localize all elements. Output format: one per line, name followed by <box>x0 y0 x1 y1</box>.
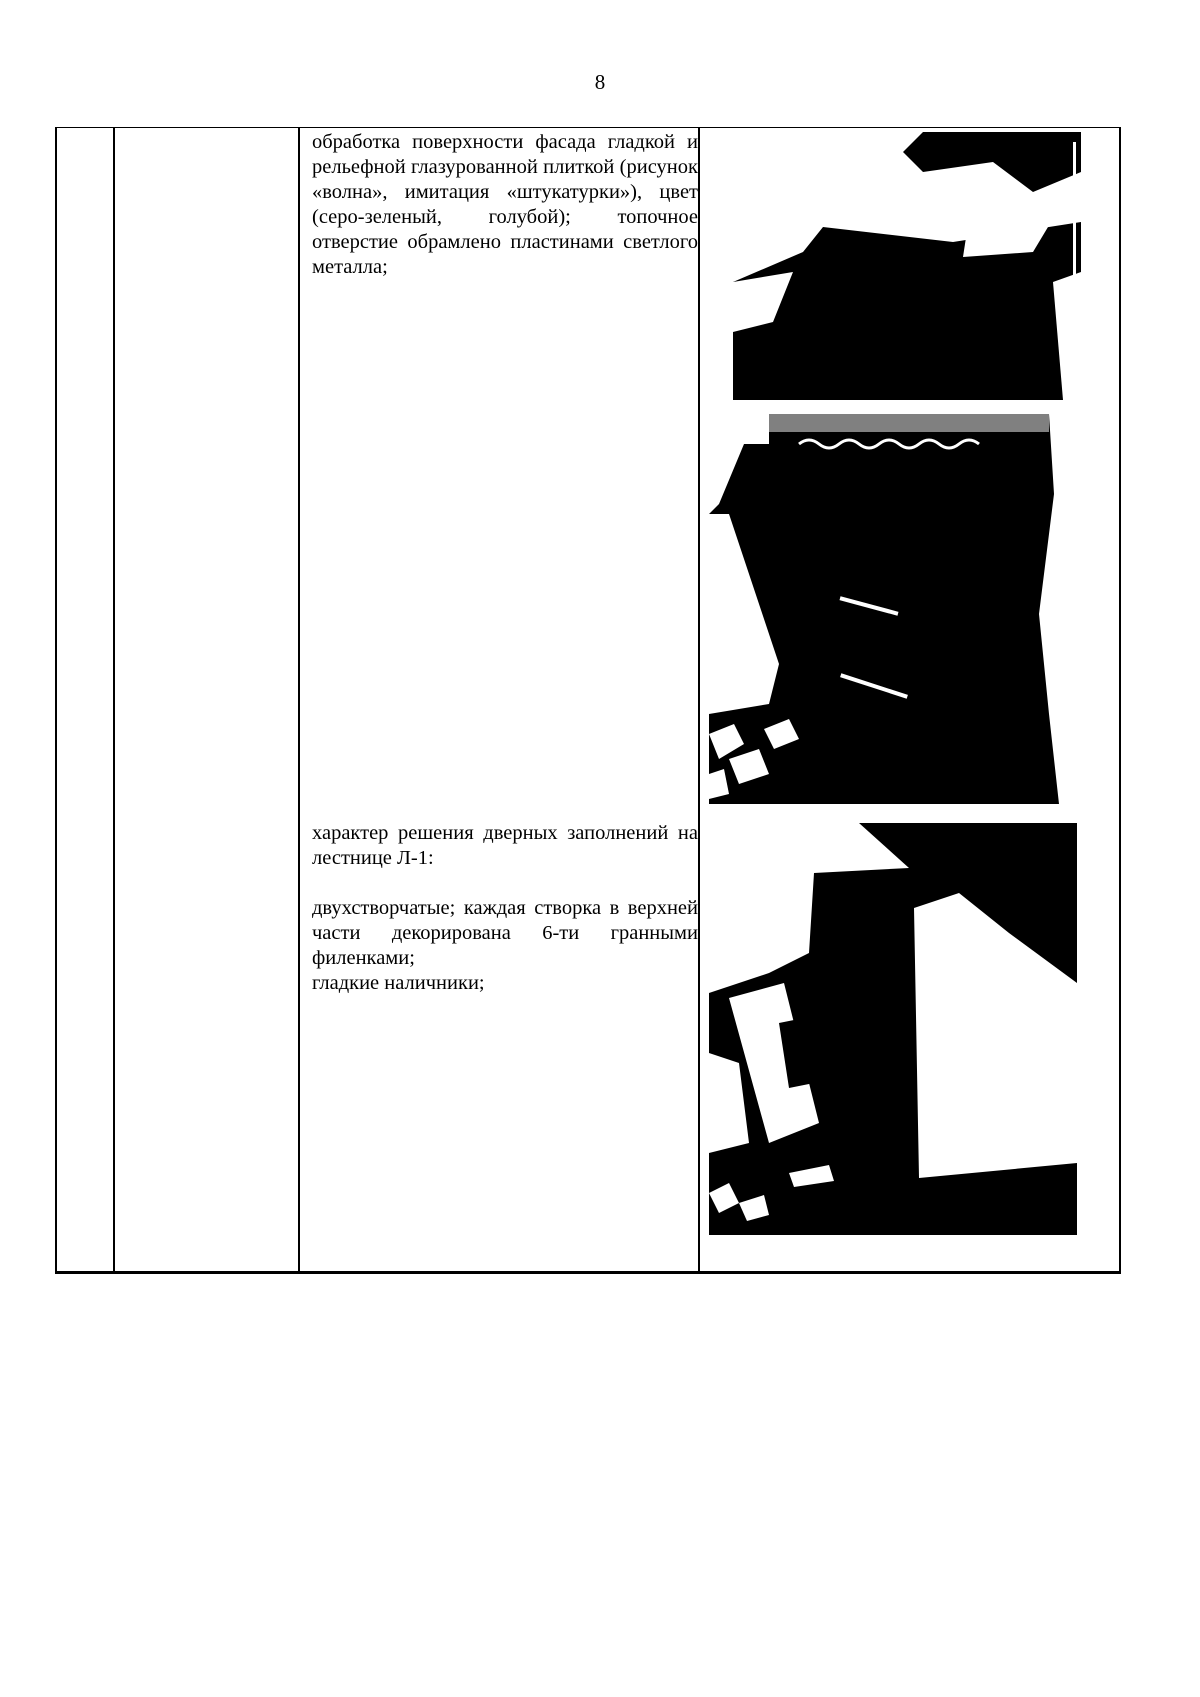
double-door-photo <box>709 823 1077 1235</box>
stove-top-photo-image <box>733 132 1081 400</box>
column-divider-3 <box>698 128 700 1271</box>
doors-casings-text: гладкие наличники; <box>312 972 485 994</box>
facade-description <box>312 130 698 280</box>
heritage-table <box>55 127 1121 1274</box>
double-door-photo-image <box>709 823 1077 1235</box>
page-number: 8 <box>594 70 606 94</box>
doors-heading-text: характер решения дверных заполнений на лестнице Л-1: <box>312 822 698 869</box>
tiled-stove-photo <box>709 414 1085 804</box>
doors-leaves-text: двухстворчатые; каждая створка в верхней части декорирована 6-ти гранными филенками; <box>312 897 698 969</box>
spacer <box>312 871 698 896</box>
doors-description <box>312 821 698 996</box>
tiled-stove-photo-image <box>709 414 1085 804</box>
stove-top-photo <box>733 132 1081 400</box>
column-divider-2 <box>298 128 300 1271</box>
column-divider-1 <box>113 128 115 1271</box>
facade-treatment-text: обработка поверхности фасада гладкой и рельефной глазурованной плиткой (рисунок «волна», имитация «штукатурки»), цвет (серо-зеленый, голубой); топочное отверстие обрамлено пластинами светлого металла; <box>312 131 698 278</box>
